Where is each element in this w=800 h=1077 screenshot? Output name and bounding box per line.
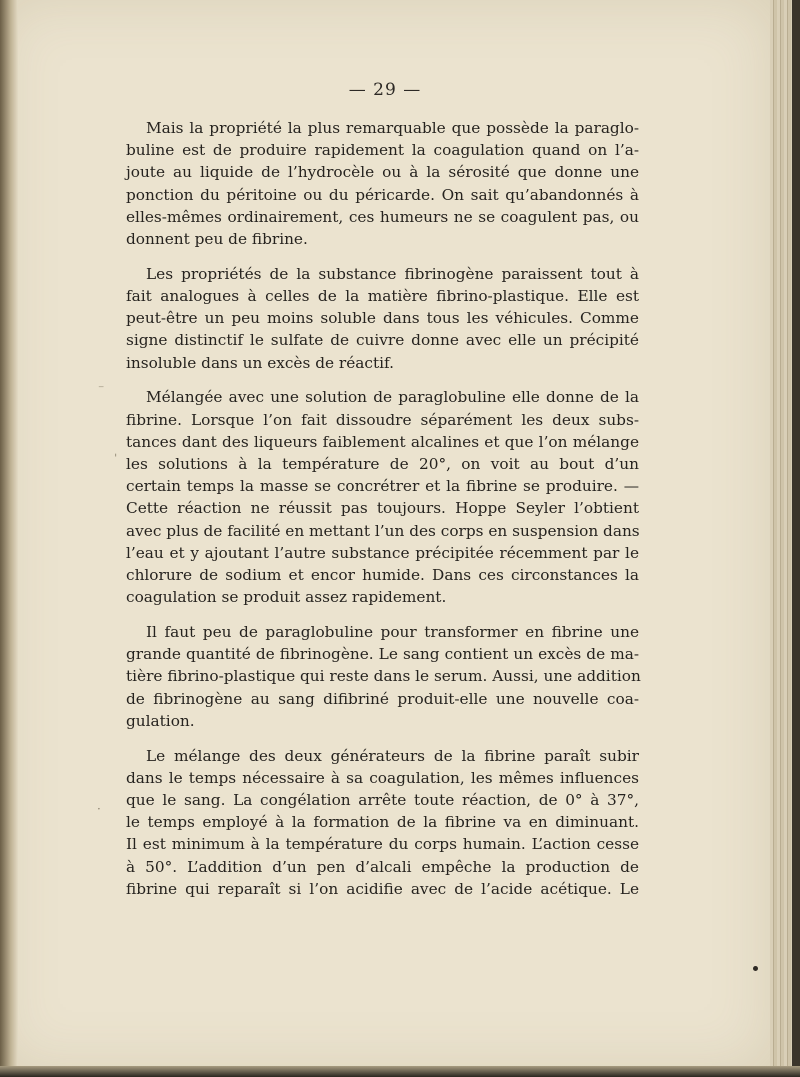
text-line: que le sang. La congélation arrête toute réaction, de 0° à 37°, bbox=[126, 791, 639, 810]
text-line: les solutions à la température de 20°, on voit au bout d’un bbox=[126, 455, 639, 474]
text-line: chlorure de sodium et encor humide. Dans ces circonstances la bbox=[126, 566, 639, 585]
margin-smudge: ⁻ bbox=[98, 382, 105, 396]
text-line: Mélangée avec une solution de paraglobuline elle donne de la bbox=[146, 388, 639, 407]
text-line: insoluble dans un excès de réactif. bbox=[126, 353, 394, 372]
text-line: l’eau et y ajoutant l’autre substance précipitée récemment par le bbox=[126, 543, 639, 562]
paragraph bbox=[126, 263, 639, 374]
text-line: fibrine qui reparaît si l’on acidifie avec de l’acide acétique. Le bbox=[126, 879, 639, 898]
text-line: dans le temps nécessaire à sa coagulation, les mêmes influences bbox=[126, 768, 639, 787]
ink-speck bbox=[753, 966, 758, 971]
text-line: coagulation se produit assez rapidement. bbox=[126, 588, 447, 607]
text-line: Cette réaction ne réussit pas toujours. Hoppe Seyler l’obtient bbox=[126, 499, 639, 518]
paragraph bbox=[126, 386, 639, 608]
paragraph bbox=[126, 745, 639, 900]
paragraph bbox=[126, 621, 639, 732]
text-line: Il est minimum à la température du corps humain. L’action cesse bbox=[126, 835, 639, 854]
text-line: Les propriétés de la substance fibrinogène paraissent tout à bbox=[146, 264, 639, 283]
text-line: Il faut peu de paraglobuline pour transformer en fibrine une bbox=[146, 623, 639, 642]
book-bottom-edge bbox=[0, 1066, 800, 1077]
body-text bbox=[126, 117, 639, 913]
text-line: avec plus de facilité en mettant l’un des corps en suspension dans bbox=[126, 521, 640, 540]
text-line: tière fibrino-plastique qui reste dans le serum. Aussi, une addition bbox=[126, 667, 641, 686]
text-line: signe distinctif le sulfate de cuivre donne avec elle un précipité bbox=[126, 331, 639, 350]
text-line: le temps employé à la formation de la fibrine va en diminuant. bbox=[126, 813, 639, 832]
text-line: donnent peu de fibrine. bbox=[126, 230, 308, 249]
text-line: Mais la propriété la plus remarquable que possède la paraglo- bbox=[146, 119, 639, 137]
text-line: gulation. bbox=[126, 711, 195, 730]
text-line: tances dant des liqueurs faiblement alcalines et que l’on mélange bbox=[126, 432, 639, 451]
text-line: peut-être un peu moins soluble dans tous les véhicules. Comme bbox=[126, 309, 639, 328]
paragraph bbox=[126, 117, 639, 250]
margin-smudge: · bbox=[97, 802, 101, 816]
text-line: à 50°. L’addition d’un pen d’alcali empêche la production de bbox=[126, 857, 639, 876]
text-line: elles-mêmes ordinairement, ces humeurs ne se coagulent pas, ou bbox=[126, 207, 639, 226]
text-line: Le mélange des deux générateurs de la fibrine paraît subir bbox=[146, 746, 639, 765]
page-gutter-shadow bbox=[0, 0, 18, 1070]
text-line: joute au liquide de l’hydrocèle ou à la sérosité que donne une bbox=[126, 163, 639, 182]
page-number: — 29 — bbox=[348, 80, 422, 100]
text-line: certain temps la masse se concrétrer et la fibrine se produire. — bbox=[126, 477, 639, 496]
text-line: fait analogues à celles de la matière fibrino-plastique. Elle est bbox=[126, 287, 639, 306]
text-line: fibrine. Lorsque l’on fait dissoudre séparément les deux subs- bbox=[126, 410, 639, 429]
text-line: de fibrinogène au sang difibriné produit-elle une nouvelle coa- bbox=[126, 689, 639, 708]
page-edges bbox=[770, 0, 800, 1077]
text-line: ponction du péritoine ou du péricarde. On sait qu’abandonnés à bbox=[126, 185, 639, 204]
text-line: buline est de produire rapidement la coagulation quand on l’a- bbox=[126, 141, 639, 160]
text-line: grande quantité de fibrinogène. Le sang contient un excès de ma- bbox=[126, 645, 639, 664]
margin-smudge: ˈ bbox=[114, 452, 118, 466]
